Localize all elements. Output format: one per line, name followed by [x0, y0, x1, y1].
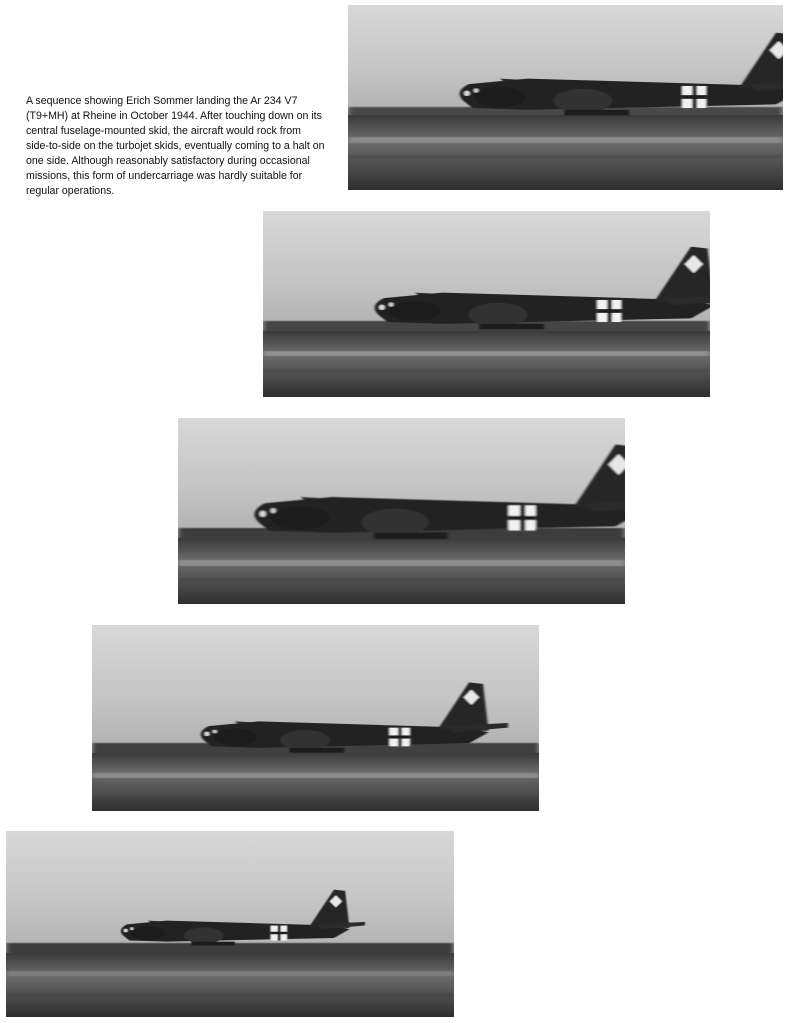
- photo-caption: A sequence showing Erich Sommer landing the Ar 234 V7 (T9+MH) at Rheine in October 1944. After touching down on its central fuselage-mounted skid, the aircraft would rock from side-to-side on the turbojet skids, eventually coming to a halt on one side. Although reasonably satisfactory during occasional missions, this form of undercarriage was hardly suitable for regular operations.: [26, 95, 325, 197]
- landing-photo-1: [348, 5, 783, 190]
- landing-photo-5: [6, 831, 454, 1017]
- landing-photo-3: [178, 418, 625, 604]
- landing-photo-2: [263, 211, 710, 397]
- landing-photo-4: [92, 625, 539, 811]
